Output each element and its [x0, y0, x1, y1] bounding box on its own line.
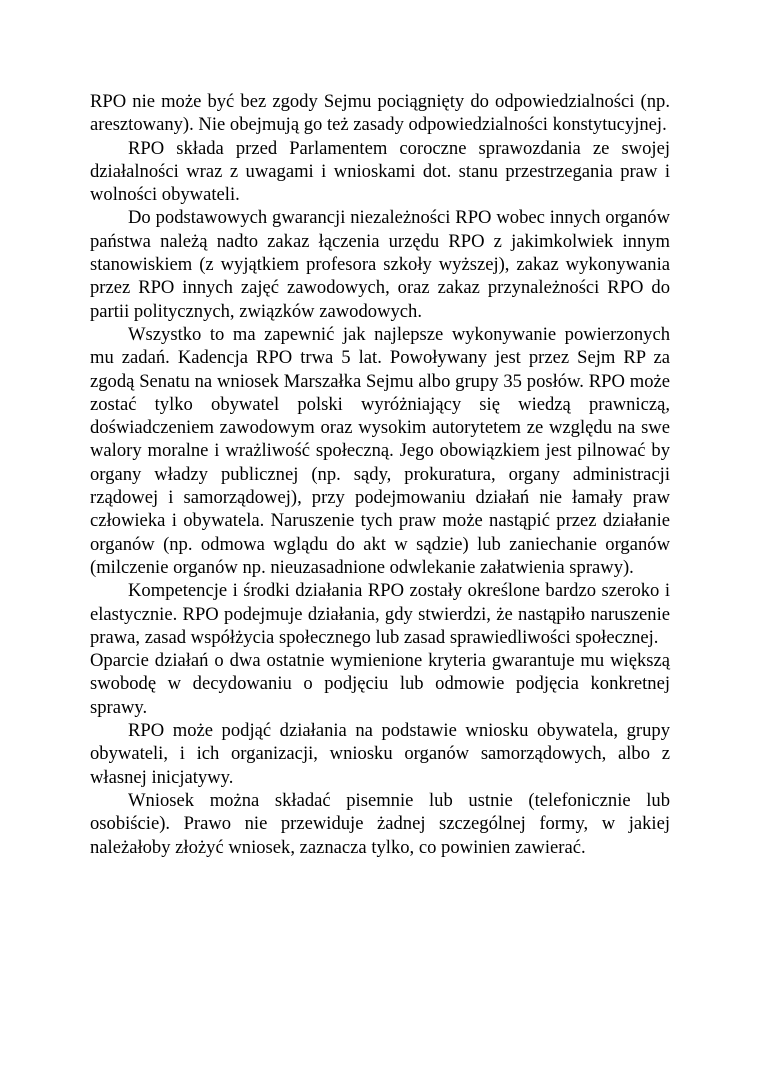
- paragraph-6: Oparcie działań o dwa ostatnie wymienione kryteria gwarantuje mu większą swobodę w decydowaniu o podjęciu lub odmowie podjęcia konkretnej sprawy.: [90, 650, 670, 718]
- paragraph-3: Do podstawowych gwarancji niezależności RPO wobec innych organów państwa należą nadto zakaz łączenia urzędu RPO z jakimkolwiek innym stanowiskiem (z wyjątkiem profesora szkoły wyższej), zakaz wykonywania przez RPO innych zajęć zawodowych, oraz zakaz przynależności RPO do partii politycznych, związków zawodowych.: [90, 207, 670, 322]
- paragraph-7: RPO może podjąć działania na podstawie wniosku obywatela, grupy obywateli, i ich organizacji, wniosku organów samorządowych, albo z własnej inicjatywy.: [90, 720, 670, 788]
- paragraph-1: RPO nie może być bez zgody Sejmu pociągnięty do odpowiedzialności (np. aresztowany). Nie obejmują go też zasady odpowiedzialności konstytucyjnej.: [90, 91, 670, 136]
- paragraph-8: Wniosek można składać pisemnie lub ustnie (telefonicznie lub osobiście). Prawo nie przewiduje żadnej szczególnej formy, w jakiej należałoby złożyć wniosek, zaznacza tylko, co powinien zawierać.: [90, 789, 670, 858]
- document-body: [90, 90, 670, 859]
- paragraph-2: RPO składa przed Parlamentem coroczne sprawozdania ze swojej działalności wraz z uwagami i wnioskami dot. stanu przestrzegania praw i wolności obywateli.: [90, 137, 670, 206]
- paragraph-5: Kompetencje i środki działania RPO zostały określone bardzo szeroko i elastycznie. RPO podejmuje działania, gdy stwierdzi, że nastąpiło naruszenie prawa, zasad współżycia społecznego lub zasad sprawiedliwości społecznej.: [90, 580, 670, 648]
- paragraph-4: Wszystko to ma zapewnić jak najlepsze wykonywanie powierzonych mu zadań. Kadencja RPO trwa 5 lat. Powoływany jest przez Sejm RP za zgodą Senatu na wniosek Marszałka Sejmu albo grupy 35 posłów. RPO może zostać tylko obywatel polski wyróżniający się wiedzą prawniczą, doświadczeniem zawodowym oraz wysokim autorytetem ze względu na swe walory moralne i wrażliwość społeczną. Jego obowiązkiem jest pilnować by organy władzy publicznej (np. sądy, prokuratura, organy administracji rządowej i samorządowej), przy podejmowaniu działań nie łamały praw człowieka i obywatela. Naruszenie tych praw może nastąpić przez działanie organów (np. odmowa wglądu do akt w sądzie) lub zaniechanie organów (milczenie organów np. nieuzasadnione odwlekanie załatwienia sprawy).: [90, 323, 670, 578]
